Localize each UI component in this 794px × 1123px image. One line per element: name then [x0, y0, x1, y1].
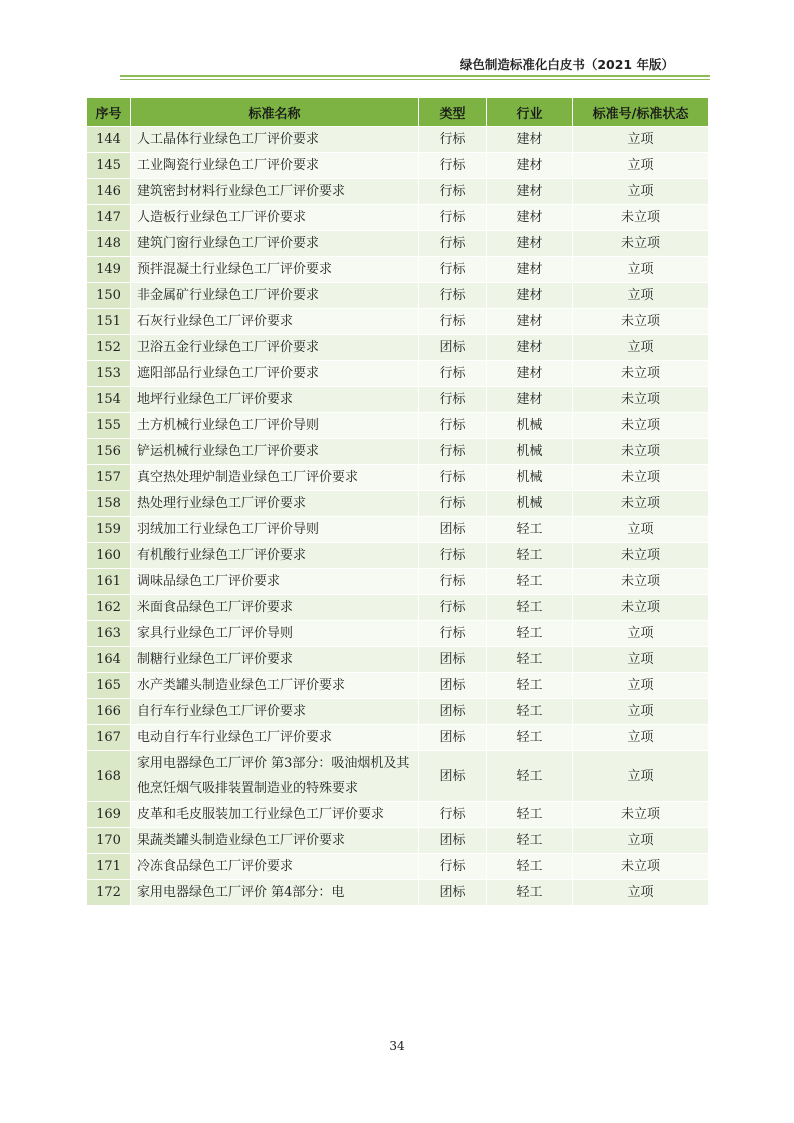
table-row: [87, 621, 709, 647]
table-row: [87, 465, 709, 491]
cell-industry: 建材: [487, 309, 573, 335]
cell-type: 团标: [419, 673, 487, 699]
cell-industry: 建材: [487, 257, 573, 283]
cell-name: 家用电器绿色工厂评价 第4部分：电: [131, 880, 419, 906]
cell-name: 水产类罐头制造业绿色工厂评价要求: [131, 673, 419, 699]
header-rule-thin: [120, 79, 710, 80]
cell-industry: 建材: [487, 153, 573, 179]
cell-no: 166: [87, 699, 131, 725]
cell-type: 团标: [419, 725, 487, 751]
cell-name: 羽绒加工行业绿色工厂评价导则: [131, 517, 419, 543]
cell-industry: 轻工: [487, 725, 573, 751]
cell-industry: 轻工: [487, 751, 573, 802]
table-row: [87, 595, 709, 621]
cell-industry: 轻工: [487, 880, 573, 906]
cell-industry: 轻工: [487, 828, 573, 854]
cell-no: 171: [87, 854, 131, 880]
cell-industry: 轻工: [487, 569, 573, 595]
cell-status: 立项: [573, 517, 709, 543]
cell-type: 行标: [419, 413, 487, 439]
cell-status: 立项: [573, 127, 709, 153]
table-row: [87, 751, 709, 802]
cell-type: 行标: [419, 361, 487, 387]
table-row: [87, 179, 709, 205]
cell-status: 立项: [573, 751, 709, 802]
cell-no: 152: [87, 335, 131, 361]
cell-status: 未立项: [573, 439, 709, 465]
cell-industry: 轻工: [487, 673, 573, 699]
cell-industry: 建材: [487, 283, 573, 309]
cell-no: 160: [87, 543, 131, 569]
cell-no: 154: [87, 387, 131, 413]
cell-industry: 建材: [487, 387, 573, 413]
cell-name: 家用电器绿色工厂评价 第3部分：吸油烟机及其他烹饪烟气吸排装置制造业的特殊要求: [131, 751, 419, 802]
cell-status: 未立项: [573, 595, 709, 621]
cell-type: 行标: [419, 283, 487, 309]
cell-no: 165: [87, 673, 131, 699]
cell-industry: 机械: [487, 491, 573, 517]
cell-status: 立项: [573, 179, 709, 205]
cell-type: 行标: [419, 465, 487, 491]
cell-name: 电动自行车行业绿色工厂评价要求: [131, 725, 419, 751]
cell-status: 未立项: [573, 543, 709, 569]
cell-name: 调味品绿色工厂评价要求: [131, 569, 419, 595]
cell-industry: 轻工: [487, 647, 573, 673]
cell-status: 立项: [573, 257, 709, 283]
table-row: [87, 880, 709, 906]
table-row: [87, 205, 709, 231]
cell-type: 行标: [419, 439, 487, 465]
cell-type: 团标: [419, 517, 487, 543]
table-row: [87, 569, 709, 595]
cell-name: 卫浴五金行业绿色工厂评价要求: [131, 335, 419, 361]
col-header-no: 序号: [87, 98, 131, 127]
cell-status: 未立项: [573, 361, 709, 387]
cell-no: 169: [87, 802, 131, 828]
cell-name: 冷冻食品绿色工厂评价要求: [131, 854, 419, 880]
cell-industry: 轻工: [487, 621, 573, 647]
cell-no: 163: [87, 621, 131, 647]
cell-name: 土方机械行业绿色工厂评价导则: [131, 413, 419, 439]
cell-no: 157: [87, 465, 131, 491]
cell-type: 行标: [419, 257, 487, 283]
table-row: [87, 673, 709, 699]
cell-type: 行标: [419, 543, 487, 569]
cell-industry: 建材: [487, 335, 573, 361]
cell-no: 145: [87, 153, 131, 179]
cell-type: 行标: [419, 621, 487, 647]
cell-industry: 轻工: [487, 543, 573, 569]
cell-name: 石灰行业绿色工厂评价要求: [131, 309, 419, 335]
col-header-status: 标准号/标准状态: [573, 98, 709, 127]
cell-name: 皮革和毛皮服装加工行业绿色工厂评价要求: [131, 802, 419, 828]
cell-type: 行标: [419, 179, 487, 205]
header-rule-thick: [120, 75, 710, 77]
col-header-type: 类型: [419, 98, 487, 127]
cell-name: 地坪行业绿色工厂评价要求: [131, 387, 419, 413]
cell-name: 建筑密封材料行业绿色工厂评价要求: [131, 179, 419, 205]
table-row: [87, 647, 709, 673]
cell-no: 144: [87, 127, 131, 153]
cell-no: 170: [87, 828, 131, 854]
cell-type: 团标: [419, 880, 487, 906]
table-row: [87, 309, 709, 335]
cell-name: 工业陶瓷行业绿色工厂评价要求: [131, 153, 419, 179]
cell-status: 未立项: [573, 413, 709, 439]
cell-status: 立项: [573, 880, 709, 906]
table-row: [87, 413, 709, 439]
cell-status: 未立项: [573, 387, 709, 413]
table-body: [87, 127, 709, 906]
table-row: [87, 802, 709, 828]
cell-industry: 机械: [487, 413, 573, 439]
cell-status: 未立项: [573, 231, 709, 257]
table-row: [87, 854, 709, 880]
table-row: [87, 127, 709, 153]
cell-status: 立项: [573, 647, 709, 673]
cell-name: 米面食品绿色工厂评价要求: [131, 595, 419, 621]
cell-no: 151: [87, 309, 131, 335]
table-row: [87, 335, 709, 361]
cell-type: 团标: [419, 828, 487, 854]
cell-type: 行标: [419, 387, 487, 413]
cell-no: 172: [87, 880, 131, 906]
cell-no: 161: [87, 569, 131, 595]
cell-status: 未立项: [573, 802, 709, 828]
cell-name: 人造板行业绿色工厂评价要求: [131, 205, 419, 231]
cell-status: 立项: [573, 699, 709, 725]
cell-status: 立项: [573, 621, 709, 647]
cell-industry: 轻工: [487, 699, 573, 725]
table-row: [87, 361, 709, 387]
cell-name: 家具行业绿色工厂评价导则: [131, 621, 419, 647]
cell-name: 预拌混凝土行业绿色工厂评价要求: [131, 257, 419, 283]
cell-no: 158: [87, 491, 131, 517]
cell-industry: 轻工: [487, 802, 573, 828]
cell-name: 热处理行业绿色工厂评价要求: [131, 491, 419, 517]
cell-type: 行标: [419, 491, 487, 517]
page-number: 34: [389, 1039, 405, 1053]
cell-type: 行标: [419, 153, 487, 179]
cell-type: 团标: [419, 647, 487, 673]
table-row: [87, 387, 709, 413]
cell-name: 制糖行业绿色工厂评价要求: [131, 647, 419, 673]
cell-type: 行标: [419, 569, 487, 595]
header-title: 绿色制造标准化白皮书（2021 年版）: [459, 57, 674, 72]
table-row: [87, 543, 709, 569]
cell-status: 未立项: [573, 309, 709, 335]
table-row: [87, 725, 709, 751]
cell-industry: 建材: [487, 179, 573, 205]
table-row: [87, 828, 709, 854]
cell-industry: 轻工: [487, 854, 573, 880]
cell-name: 非金属矿行业绿色工厂评价要求: [131, 283, 419, 309]
cell-status: 未立项: [573, 854, 709, 880]
cell-status: 立项: [573, 725, 709, 751]
cell-no: 164: [87, 647, 131, 673]
cell-name: 真空热处理炉制造业绿色工厂评价要求: [131, 465, 419, 491]
cell-no: 147: [87, 205, 131, 231]
cell-status: 立项: [573, 153, 709, 179]
cell-type: 行标: [419, 127, 487, 153]
table-header-row: [87, 98, 709, 127]
cell-status: 立项: [573, 828, 709, 854]
cell-name: 有机酸行业绿色工厂评价要求: [131, 543, 419, 569]
cell-industry: 建材: [487, 361, 573, 387]
cell-type: 团标: [419, 751, 487, 802]
cell-status: 未立项: [573, 465, 709, 491]
cell-no: 149: [87, 257, 131, 283]
table-row: [87, 153, 709, 179]
cell-no: 148: [87, 231, 131, 257]
table-row: [87, 699, 709, 725]
cell-status: 未立项: [573, 569, 709, 595]
cell-type: 行标: [419, 231, 487, 257]
cell-no: 146: [87, 179, 131, 205]
cell-name: 人工晶体行业绿色工厂评价要求: [131, 127, 419, 153]
cell-type: 行标: [419, 595, 487, 621]
cell-industry: 建材: [487, 231, 573, 257]
cell-name: 铲运机械行业绿色工厂评价要求: [131, 439, 419, 465]
standards-table: [86, 97, 709, 906]
cell-no: 153: [87, 361, 131, 387]
cell-name: 自行车行业绿色工厂评价要求: [131, 699, 419, 725]
cell-industry: 轻工: [487, 517, 573, 543]
table-row: [87, 257, 709, 283]
cell-no: 156: [87, 439, 131, 465]
cell-status: 立项: [573, 283, 709, 309]
cell-type: 团标: [419, 335, 487, 361]
cell-type: 行标: [419, 205, 487, 231]
cell-no: 155: [87, 413, 131, 439]
cell-status: 未立项: [573, 205, 709, 231]
cell-type: 行标: [419, 309, 487, 335]
cell-name: 遮阳部品行业绿色工厂评价要求: [131, 361, 419, 387]
cell-status: 立项: [573, 335, 709, 361]
table-row: [87, 231, 709, 257]
cell-no: 168: [87, 751, 131, 802]
cell-industry: 建材: [487, 205, 573, 231]
cell-no: 159: [87, 517, 131, 543]
col-header-name: 标准名称: [131, 98, 419, 127]
cell-no: 167: [87, 725, 131, 751]
cell-name: 果蔬类罐头制造业绿色工厂评价要求: [131, 828, 419, 854]
table-row: [87, 439, 709, 465]
cell-type: 行标: [419, 854, 487, 880]
table-row: [87, 283, 709, 309]
table-row: [87, 491, 709, 517]
cell-name: 建筑门窗行业绿色工厂评价要求: [131, 231, 419, 257]
cell-industry: 建材: [487, 127, 573, 153]
cell-status: 未立项: [573, 491, 709, 517]
col-header-industry: 行业: [487, 98, 573, 127]
cell-type: 团标: [419, 699, 487, 725]
cell-industry: 机械: [487, 439, 573, 465]
cell-no: 150: [87, 283, 131, 309]
cell-industry: 轻工: [487, 595, 573, 621]
cell-no: 162: [87, 595, 131, 621]
cell-industry: 机械: [487, 465, 573, 491]
table-row: [87, 517, 709, 543]
cell-status: 立项: [573, 673, 709, 699]
cell-type: 行标: [419, 802, 487, 828]
